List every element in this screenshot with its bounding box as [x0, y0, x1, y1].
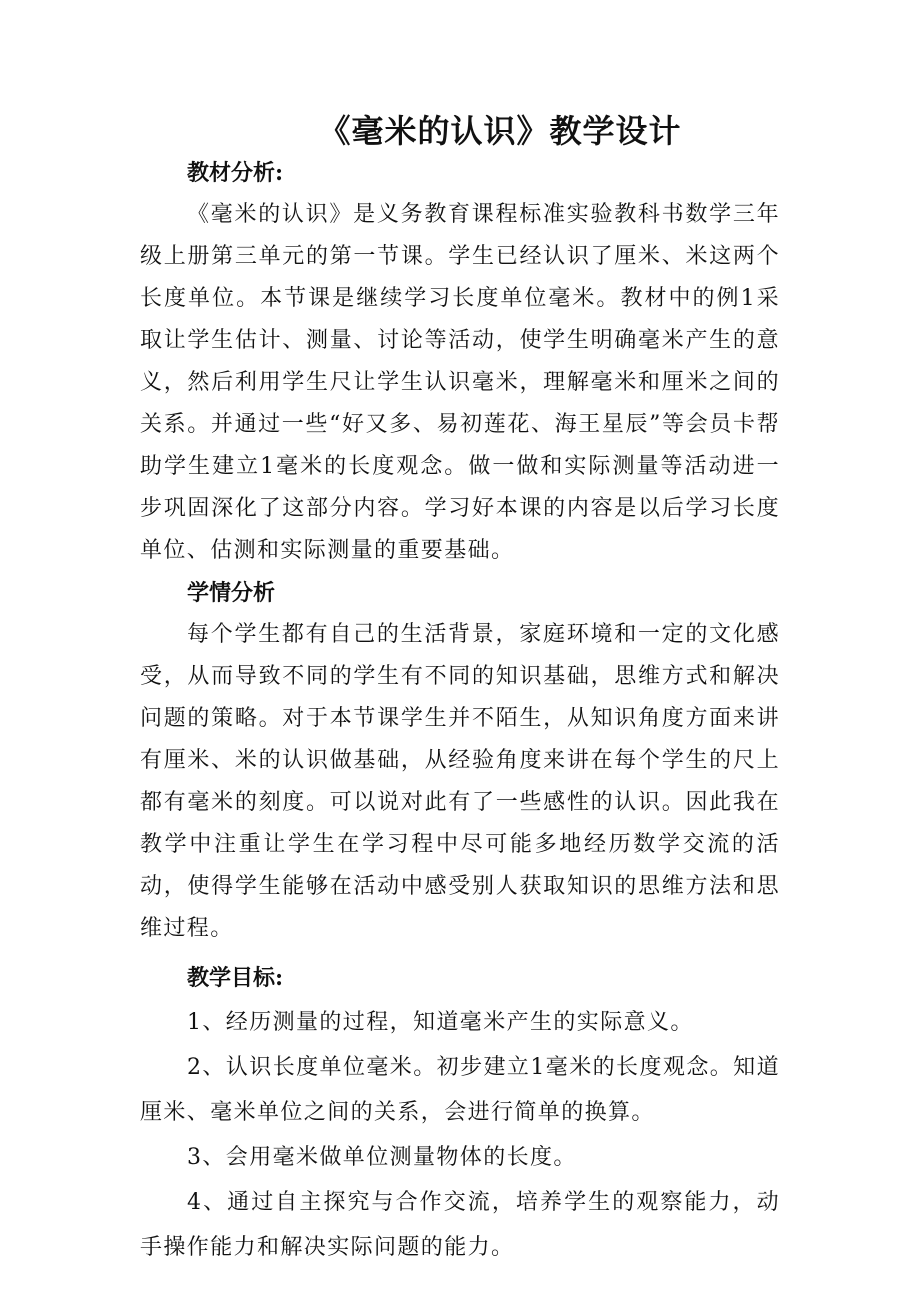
objective-item-2: 2、认识长度单位毫米。初步建立1毫米的长度观念。知道厘米、毫米单位之间的关系，会进行简单的换算。	[140, 1055, 780, 1125]
objective-item-3: 3、会用毫米做单位测量物体的长度。	[187, 1145, 577, 1170]
objective-item-1: 1、经历测量的过程，知道毫米产生的实际意义。	[187, 1010, 694, 1035]
page-title: 《毫米的认识》教学设计	[318, 112, 682, 150]
student-analysis-paragraph: 每个学生都有自己的生活背景，家庭环境和一定的文化感受，从而导致不同的学生有不同的知识基础，思维方式和解决问题的策略。对于本节课学生并不陌生，从知识角度方面来讲有厘米、米的认识做基础，从经验角度来讲在每个学生的尺上都有毫米的刻度。可以说对此有了一些感性的认识。因此我在教学中注重让学生在学习程中尽可能多地经历数学交流的活动，使得学生能够在活动中感受别人获取知识的思维方法和思维过程。	[140, 622, 780, 941]
material-analysis-paragraph: 《毫米的认识》是义务教育课程标准实验教科书数学三年级上册第三单元的第一节课。学生已经认识了厘米、米这两个长度单位。本节课是继续学习长度单位毫米。教材中的例1采取让学生估计、测量、讨论等活动，使学生明确毫米产生的意义，然后利用学生尺让学生认识毫米，理解毫米和厘米之间的关系。并通过一些“好又多、易初莲花、海王星辰”等会员卡帮助学生建立1毫米的长度观念。做一做和实际测量等活动进一步巩固深化了这部分内容。学习好本课的内容是以后学习长度单位、估测和实际测量的重要基础。	[140, 202, 780, 563]
objective-item-4: 4、通过自主探究与合作交流，培养学生的观察能力，动手操作能力和解决实际问题的能力。	[140, 1190, 780, 1260]
document-body	[140, 152, 780, 1270]
material-analysis-heading: 教材分析:	[187, 160, 284, 186]
student-analysis-heading: 学情分析	[187, 580, 276, 606]
teaching-objectives-heading: 教学目标:	[187, 965, 284, 991]
